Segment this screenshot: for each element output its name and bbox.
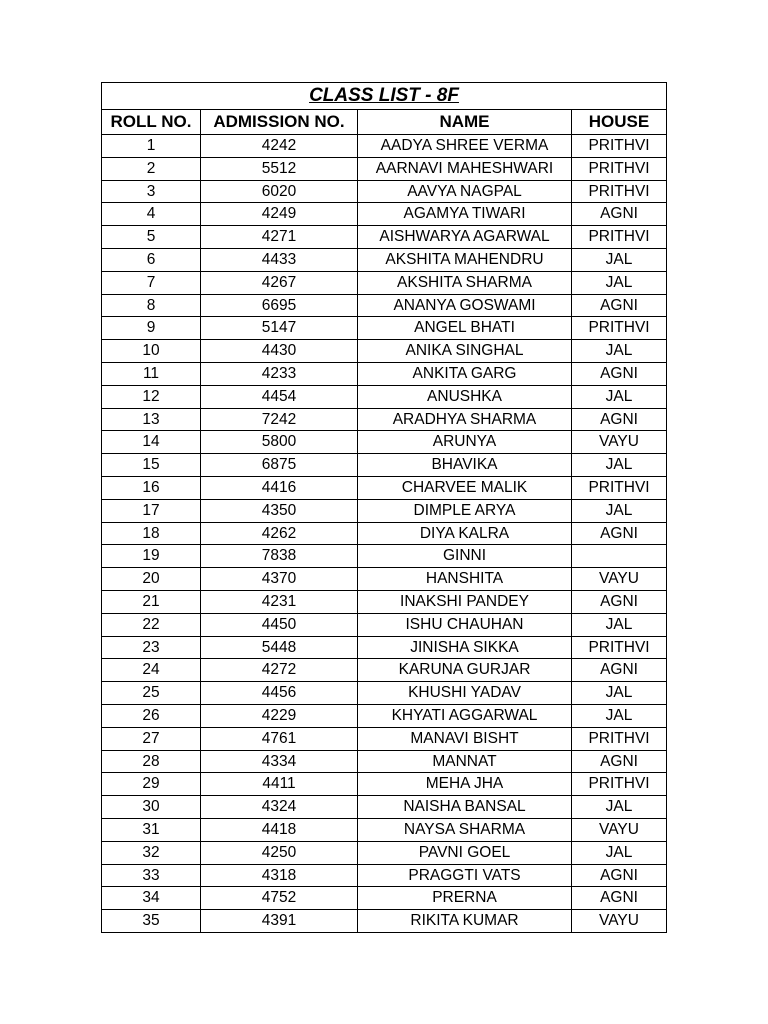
admission-no-cell: 4391 [201,910,358,933]
roll-no-cell: 7 [102,271,201,294]
name-cell: MANNAT [358,750,572,773]
table-row [102,454,667,477]
table-row [102,135,667,158]
house-cell: JAL [572,682,667,705]
admission-no-cell: 4454 [201,385,358,408]
table-row [102,476,667,499]
table-row [102,682,667,705]
name-cell: AKSHITA MAHENDRU [358,248,572,271]
admission-no-cell: 5448 [201,636,358,659]
admission-no-cell: 4370 [201,568,358,591]
table-row [102,910,667,933]
table-row [102,818,667,841]
admission-no-cell: 5147 [201,317,358,340]
table-row [102,362,667,385]
house-cell: JAL [572,248,667,271]
name-cell: NAYSA SHARMA [358,818,572,841]
table-row [102,545,667,568]
name-cell: DIMPLE ARYA [358,499,572,522]
roll-no-cell: 10 [102,340,201,363]
name-cell: KHUSHI YADAV [358,682,572,705]
roll-no-cell: 23 [102,636,201,659]
admission-no-cell: 4249 [201,203,358,226]
admission-no-cell: 4231 [201,590,358,613]
house-cell: PRITHVI [572,180,667,203]
house-cell: PRITHVI [572,727,667,750]
table-row [102,203,667,226]
house-cell: AGNI [572,362,667,385]
house-cell: AGNI [572,408,667,431]
class-list-sheet [101,82,666,933]
house-cell: JAL [572,385,667,408]
name-cell: MEHA JHA [358,773,572,796]
table-row [102,385,667,408]
admission-no-cell: 4271 [201,226,358,249]
house-cell: JAL [572,454,667,477]
table-row [102,180,667,203]
roll-no-cell: 19 [102,545,201,568]
house-cell: AGNI [572,887,667,910]
name-cell: ISHU CHAUHAN [358,613,572,636]
roll-no-cell: 16 [102,476,201,499]
table-row [102,750,667,773]
house-cell: JAL [572,704,667,727]
roll-no-cell: 27 [102,727,201,750]
roll-no-cell: 28 [102,750,201,773]
admission-no-cell: 4418 [201,818,358,841]
admission-no-cell: 7838 [201,545,358,568]
admission-no-cell: 4456 [201,682,358,705]
house-cell: PRITHVI [572,157,667,180]
name-cell: PRAGGTI VATS [358,864,572,887]
column-header-admission-no: ADMISSION NO. [201,110,358,135]
house-cell: JAL [572,271,667,294]
roll-no-cell: 15 [102,454,201,477]
name-cell: NAISHA BANSAL [358,796,572,819]
admission-no-cell: 4233 [201,362,358,385]
admission-no-cell: 4229 [201,704,358,727]
name-cell: HANSHITA [358,568,572,591]
column-header-name: NAME [358,110,572,135]
table-row [102,727,667,750]
roll-no-cell: 29 [102,773,201,796]
admission-no-cell: 4411 [201,773,358,796]
name-cell: PAVNI GOEL [358,841,572,864]
admission-no-cell: 4334 [201,750,358,773]
house-cell: JAL [572,499,667,522]
house-cell: JAL [572,796,667,819]
roll-no-cell: 26 [102,704,201,727]
table-row [102,773,667,796]
house-cell: PRITHVI [572,226,667,249]
name-cell: AADYA SHREE VERMA [358,135,572,158]
table-row [102,340,667,363]
table-row [102,568,667,591]
roll-no-cell: 32 [102,841,201,864]
column-header-roll-no: ROLL NO. [102,110,201,135]
roll-no-cell: 30 [102,796,201,819]
name-cell: GINNI [358,545,572,568]
roll-no-cell: 35 [102,910,201,933]
name-cell: KARUNA GURJAR [358,659,572,682]
admission-no-cell: 4272 [201,659,358,682]
name-cell: RIKITA KUMAR [358,910,572,933]
house-cell: PRITHVI [572,135,667,158]
roll-no-cell: 22 [102,613,201,636]
name-cell: ARADHYA SHARMA [358,408,572,431]
house-cell: AGNI [572,659,667,682]
table-row [102,659,667,682]
house-cell: PRITHVI [572,773,667,796]
name-cell: PRERNA [358,887,572,910]
roll-no-cell: 1 [102,135,201,158]
name-cell: JINISHA SIKKA [358,636,572,659]
name-cell: INAKSHI PANDEY [358,590,572,613]
name-cell: AKSHITA SHARMA [358,271,572,294]
admission-no-cell: 7242 [201,408,358,431]
roll-no-cell: 34 [102,887,201,910]
name-cell: ANIKA SINGHAL [358,340,572,363]
admission-no-cell: 6020 [201,180,358,203]
admission-no-cell: 4250 [201,841,358,864]
house-cell [572,545,667,568]
admission-no-cell: 6875 [201,454,358,477]
class-list-table [101,82,667,933]
name-cell: ANKITA GARG [358,362,572,385]
column-header-house: HOUSE [572,110,667,135]
name-cell: ANGEL BHATI [358,317,572,340]
table-row [102,704,667,727]
roll-no-cell: 17 [102,499,201,522]
admission-no-cell: 4267 [201,271,358,294]
house-cell: JAL [572,841,667,864]
table-row [102,613,667,636]
admission-no-cell: 6695 [201,294,358,317]
roll-no-cell: 3 [102,180,201,203]
table-row [102,271,667,294]
page-title: CLASS LIST - 8F [102,83,667,110]
table-row [102,522,667,545]
house-cell: AGNI [572,590,667,613]
table-row [102,887,667,910]
admission-no-cell: 4761 [201,727,358,750]
roll-no-cell: 20 [102,568,201,591]
name-cell: ANANYA GOSWAMI [358,294,572,317]
table-row [102,841,667,864]
table-row [102,590,667,613]
house-cell: VAYU [572,818,667,841]
title-row [102,83,667,110]
roll-no-cell: 24 [102,659,201,682]
roll-no-cell: 13 [102,408,201,431]
table-row [102,226,667,249]
admission-no-cell: 4350 [201,499,358,522]
table-row [102,317,667,340]
house-cell: AGNI [572,522,667,545]
name-cell: ARUNYA [358,431,572,454]
roll-no-cell: 14 [102,431,201,454]
name-cell: AAVYA NAGPAL [358,180,572,203]
admission-no-cell: 4430 [201,340,358,363]
table-row [102,499,667,522]
name-cell: ANUSHKA [358,385,572,408]
house-cell: JAL [572,340,667,363]
house-cell: JAL [572,613,667,636]
table-body [102,135,667,933]
name-cell: BHAVIKA [358,454,572,477]
roll-no-cell: 8 [102,294,201,317]
house-cell: PRITHVI [572,317,667,340]
table-row [102,157,667,180]
admission-no-cell: 4318 [201,864,358,887]
roll-no-cell: 21 [102,590,201,613]
house-cell: PRITHVI [572,476,667,499]
name-cell: CHARVEE MALIK [358,476,572,499]
roll-no-cell: 25 [102,682,201,705]
admission-no-cell: 4262 [201,522,358,545]
roll-no-cell: 33 [102,864,201,887]
name-cell: MANAVI BISHT [358,727,572,750]
house-cell: AGNI [572,864,667,887]
name-cell: AISHWARYA AGARWAL [358,226,572,249]
house-cell: VAYU [572,568,667,591]
roll-no-cell: 5 [102,226,201,249]
admission-no-cell: 5512 [201,157,358,180]
header-row [102,110,667,135]
table-row [102,294,667,317]
house-cell: AGNI [572,294,667,317]
name-cell: DIYA KALRA [358,522,572,545]
roll-no-cell: 2 [102,157,201,180]
table-row [102,408,667,431]
table-row [102,796,667,819]
name-cell: AGAMYA TIWARI [358,203,572,226]
admission-no-cell: 4416 [201,476,358,499]
name-cell: AARNAVI MAHESHWARI [358,157,572,180]
table-row [102,864,667,887]
roll-no-cell: 18 [102,522,201,545]
admission-no-cell: 4242 [201,135,358,158]
house-cell: VAYU [572,910,667,933]
admission-no-cell: 4433 [201,248,358,271]
roll-no-cell: 11 [102,362,201,385]
house-cell: PRITHVI [572,636,667,659]
roll-no-cell: 4 [102,203,201,226]
table-row [102,431,667,454]
name-cell: KHYATI AGGARWAL [358,704,572,727]
admission-no-cell: 5800 [201,431,358,454]
admission-no-cell: 4324 [201,796,358,819]
house-cell: VAYU [572,431,667,454]
admission-no-cell: 4450 [201,613,358,636]
table-row [102,636,667,659]
admission-no-cell: 4752 [201,887,358,910]
roll-no-cell: 31 [102,818,201,841]
roll-no-cell: 12 [102,385,201,408]
table-row [102,248,667,271]
house-cell: AGNI [572,203,667,226]
house-cell: AGNI [572,750,667,773]
roll-no-cell: 9 [102,317,201,340]
roll-no-cell: 6 [102,248,201,271]
